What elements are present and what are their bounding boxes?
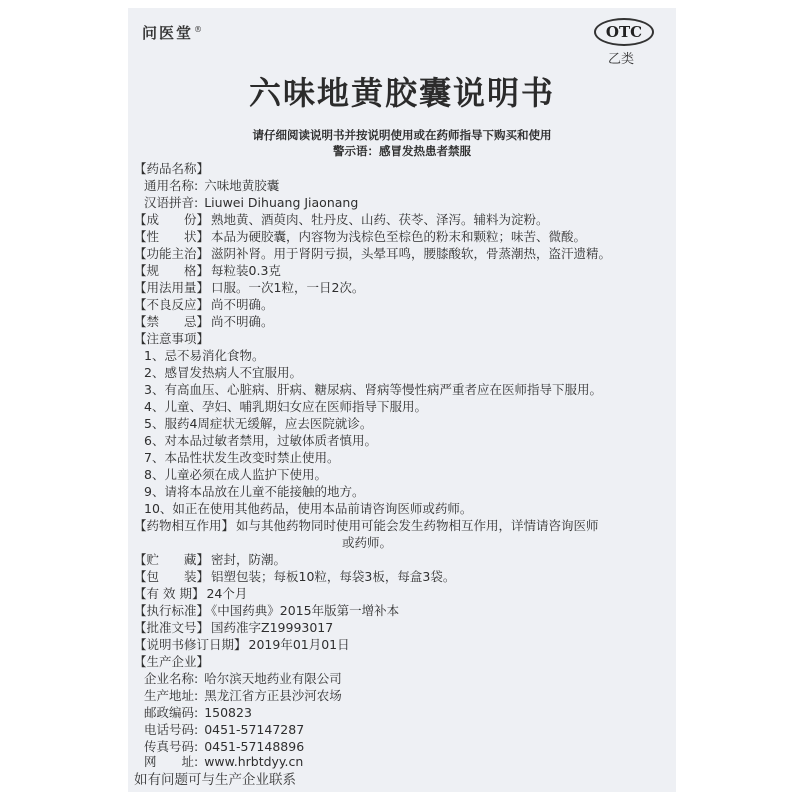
character-label: 【性 状】: [134, 229, 210, 244]
interaction-row: [134, 517, 599, 534]
footer-contact-note: 如有问题可与生产企业联系: [134, 772, 296, 788]
postcode-row: [144, 704, 252, 721]
adverse-label: 【不良反应】: [134, 297, 210, 312]
warning-notice: 警示语：感冒发热患者禁服: [333, 144, 471, 158]
spec-value: 每粒装0.3克: [211, 263, 281, 278]
ingredients-row: [134, 211, 549, 228]
precaution-item: 5、服药4周症状无缓解，应去医院就诊。: [144, 416, 373, 431]
company-name-value: 哈尔滨天地药业有限公司: [204, 671, 342, 686]
website-label: 网 址:: [144, 754, 199, 769]
standard-row: [134, 602, 399, 619]
postcode-label: 邮政编码:: [144, 705, 199, 720]
storage-row: [134, 551, 286, 568]
otc-class-label: 乙类: [608, 52, 635, 67]
section-manufacturer: 【生产企业】: [134, 654, 210, 669]
phone-label: 电话号码:: [144, 722, 199, 737]
website-value: www.hrbtdyy.cn: [204, 754, 304, 769]
adverse-row: [134, 296, 274, 313]
generic-name-label: 通用名称:: [144, 178, 199, 193]
precaution-item: 8、儿童必须在成人监护下使用。: [144, 467, 327, 482]
address-label: 生产地址:: [144, 688, 199, 703]
otc-badge: OTC: [594, 18, 654, 46]
approval-row: [134, 619, 333, 636]
interaction-value: 如与其他药物同时使用可能会发生药物相互作用，详情请咨询医师: [236, 518, 599, 533]
precaution-item: 6、对本品过敏者禁用，过敏体质者慎用。: [144, 433, 377, 448]
character-value: 本品为硬胶囊，内容物为浅棕色至棕色的粉末和颗粒；味苦、微酸。: [211, 229, 587, 244]
validity-row: [134, 585, 247, 602]
pinyin-row: [144, 194, 358, 211]
precaution-item: 2、感冒发热病人不宜服用。: [144, 365, 302, 380]
approval-label: 【批准文号】: [134, 620, 210, 635]
interaction-value-cont: 或药师。: [342, 535, 393, 550]
contra-row: [134, 313, 274, 330]
generic-name-row: [144, 177, 279, 194]
company-name-label: 企业名称:: [144, 671, 199, 686]
validity-label: 【有 效 期】: [134, 586, 205, 601]
precaution-item: 9、请将本品放在儿童不能接触的地方。: [144, 484, 365, 499]
contra-value: 尚不明确。: [211, 314, 274, 329]
package-value: 铝塑包装；每板10粒，每袋3板，每盒3袋。: [211, 569, 456, 584]
function-value: 滋阴补肾。用于肾阴亏损，头晕耳鸣，腰膝酸软，骨蒸潮热，盗汗遗精。: [211, 246, 612, 261]
contra-label: 【禁 忌】: [134, 314, 210, 329]
standard-value: 《中国药典》2015年版第一增补本: [211, 603, 400, 618]
character-row: [134, 228, 586, 245]
function-label: 【功能主治】: [134, 246, 210, 261]
interaction-label: 【药物相互作用】: [134, 518, 235, 533]
storage-value: 密封，防潮。: [211, 552, 287, 567]
usage-value: 口服。一次1粒，一日2次。: [211, 280, 365, 295]
ingredients-value: 熟地黄、酒萸肉、牡丹皮、山药、茯苓、泽泻。辅料为淀粉。: [211, 212, 549, 227]
pinyin-value: Liuwei Dihuang Jiaonang: [204, 195, 359, 210]
page-title: 六味地黄胶囊说明书: [248, 74, 555, 112]
precaution-item: 1、忌不易消化食物。: [144, 348, 265, 363]
adverse-value: 尚不明确。: [211, 297, 274, 312]
approval-value: 国药准字Z19993017: [211, 620, 334, 635]
precaution-item: 4、儿童、孕妇、哺乳期妇女应在医师指导下服用。: [144, 399, 427, 414]
address-value: 黑龙江省方正县沙河农场: [204, 688, 342, 703]
precaution-item: 7、本品性状发生改变时禁止使用。: [144, 450, 340, 465]
precaution-item: 10、如正在使用其他药品，使用本品前请咨询医师或药师。: [144, 501, 473, 516]
address-row: [144, 687, 342, 704]
function-row: [134, 245, 611, 262]
standard-label: 【执行标准】: [134, 603, 210, 618]
section-drug-name: 【药品名称】: [134, 161, 210, 176]
section-precautions: 【注意事项】: [134, 331, 210, 346]
fax-value: 0451-57148896: [204, 739, 305, 754]
ingredients-label: 【成 份】: [134, 212, 210, 227]
package-label: 【包 装】: [134, 569, 210, 584]
usage-label: 【用法用量】: [134, 280, 210, 295]
leaflet-sheet: [128, 8, 676, 792]
pinyin-label: 汉语拼音:: [144, 195, 199, 210]
usage-notice: 请仔细阅读说明书并按说明使用或在药师指导下购买和使用: [252, 128, 552, 142]
storage-label: 【贮 藏】: [134, 552, 210, 567]
generic-name-value: 六味地黄胶囊: [204, 178, 280, 193]
revision-row: [134, 636, 350, 653]
company-name-row: [144, 670, 342, 687]
fax-label: 传真号码:: [144, 739, 199, 754]
usage-row: [134, 279, 364, 296]
spec-row: [134, 262, 281, 279]
package-row: [134, 568, 455, 585]
revision-label: 【说明书修订日期】: [134, 637, 247, 652]
revision-value: 2019年01月01日: [248, 637, 350, 652]
validity-value: 24个月: [206, 586, 248, 601]
spec-label: 【规 格】: [134, 263, 210, 278]
postcode-value: 150823: [204, 705, 252, 720]
brand-logo: 问医堂®: [142, 24, 205, 42]
phone-value: 0451-57147287: [204, 722, 305, 737]
phone-row: [144, 721, 304, 738]
precaution-item: 3、有高血压、心脏病、肝病、糖尿病、肾病等慢性病严重者应在医师指导下服用。: [144, 382, 602, 397]
